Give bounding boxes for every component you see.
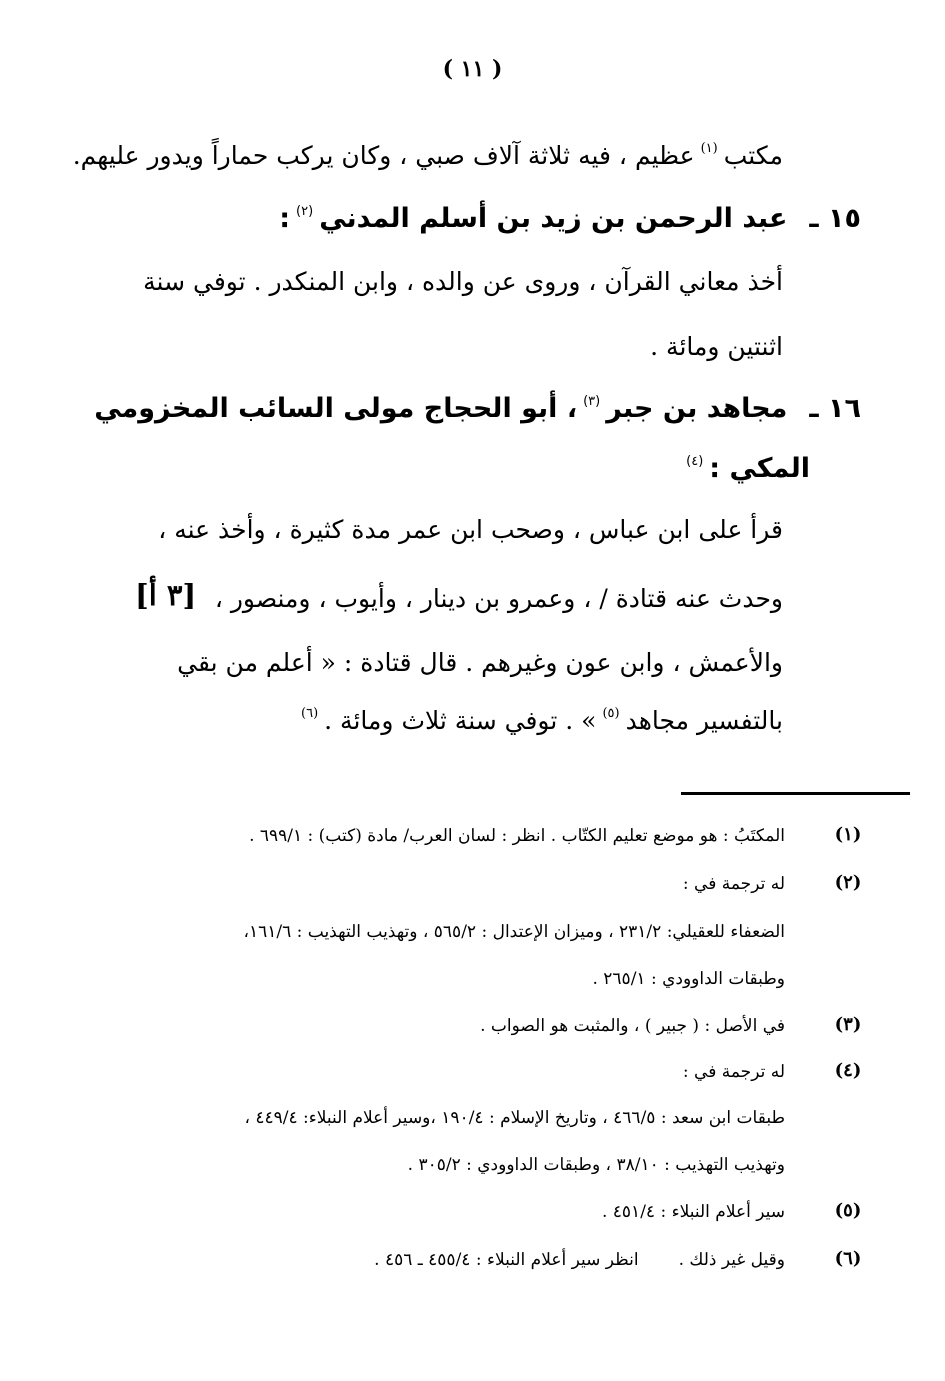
footnote-6-text: [374, 1250, 785, 1270]
entry-15-text-1: أخذ معاني القرآن ، وروى عن والده ، وابن المنكدر . توفي سنة: [143, 267, 783, 296]
footnote-3-text: في الأصل : ( جبير ) ، والمثبت هو الصواب .: [480, 1016, 785, 1036]
page-number: ( ١١ ): [442, 56, 503, 82]
entry-16-name: مجاهد بن جبر: [606, 393, 788, 424]
footnote-ref-4: (٤): [686, 454, 704, 469]
footnote-ref-3: (٣): [583, 394, 601, 409]
entry-15-name: عبد الرحمن بن زيد بن أسلم المدني: [319, 203, 788, 234]
footnote-2-line-3: وطبقات الداوودي : ٢٦٥/١ .: [592, 969, 785, 989]
entry-16-text-2: وحدث عنه قتادة / ، وعمرو بن دينار ، وأيوب ، ومنصور ،: [214, 584, 783, 613]
entry-16-text-1: قرأ على ابن عباس ، وصحب ابن عمر مدة كثيرة ، وأخذ عنه ،: [158, 515, 783, 544]
entry-16-number: ١٦ ـ: [809, 393, 861, 424]
footnote-ref-2: (٢): [296, 204, 314, 219]
footnote-5-number: (٥): [834, 1200, 862, 1221]
footnote-2-line-2: الضعفاء للعقيلي: ٢٣١/٢ ، وميزان الإعتدال : ٥٦٥/٢ ، وتهذيب التهذيب : ١٦١/٦،: [243, 922, 785, 942]
footnote-1-text: المكتَبُ : هو موضع تعليم الكتّاب . انظر : لسان العرب/ مادة (كتب) : ٦٩٩/١ .: [249, 826, 785, 846]
entry-16-heading: [94, 393, 861, 424]
entry-16-text-4: [295, 706, 783, 735]
footnote-6-number: (٦): [834, 1248, 862, 1269]
footnote-ref-6: (٦): [301, 706, 319, 721]
footnote-2-text: له ترجمة في :: [682, 874, 785, 894]
footnote-5-text: سير أعلام النبلاء : ٤٥١/٤ .: [601, 1202, 785, 1222]
footnote-2-number: (٢): [834, 872, 862, 893]
line1-rest: عظيم ، فيه ثلاثة آلاف صبي ، وكان يركب حماراً ويدور عليهم.: [72, 141, 695, 170]
footnote-4-line-3: وتهذيب التهذيب : ٣٨/١٠ ، وطبقات الداوودي : ٣٠٥/٢ .: [407, 1155, 785, 1175]
footnote-separator: [681, 792, 910, 795]
footnote-ref-5: (٥): [602, 706, 620, 721]
footnote-3-number: (٣): [834, 1014, 862, 1035]
entry-15-colon: :: [279, 203, 291, 234]
entry-16-text-3: والأعمش ، وابن عون وغيرهم . قال قتادة : « أعلم من بقي: [177, 648, 783, 677]
entry-15-number: ١٥ ـ: [809, 203, 861, 234]
entry-16-name-rest: ، أبو الحجاج مولى السائب المخزومي: [94, 393, 578, 424]
footnote-1-number: (١): [834, 824, 862, 845]
body-line-1: [73, 141, 783, 170]
entry-16-name-line-2: المكي :: [709, 453, 810, 484]
entry-16-heading-2: [680, 453, 810, 484]
entry-15-text-2: اثنتين ومائة .: [650, 332, 783, 361]
footnote-6-part-b: انظر سير أعلام النبلاء : ٤٥٥/٤ ـ ٤٥٦ .: [374, 1250, 639, 1270]
text4-start: بالتفسير مجاهد: [625, 706, 783, 735]
footnote-4-text: له ترجمة في :: [682, 1062, 785, 1082]
footnote-ref-1: (١): [700, 141, 718, 156]
text4-end: » . توفي سنة ثلاث ومائة .: [324, 706, 597, 735]
entry-15-heading: [279, 203, 861, 234]
folio-marker: [٣ أ]: [135, 578, 197, 612]
line1-word: مكتب: [723, 141, 783, 170]
footnote-4-line-2: طبقات ابن سعد : ٤٦٦/٥ ، وتاريخ الإسلام : ١٩٠/٤ ،وسير أعلام النبلاء: ٤٤٩/٤ ،: [244, 1108, 785, 1128]
footnote-4-number: (٤): [834, 1060, 862, 1081]
footnote-6-part-a: وقيل غير ذلك .: [678, 1250, 785, 1270]
